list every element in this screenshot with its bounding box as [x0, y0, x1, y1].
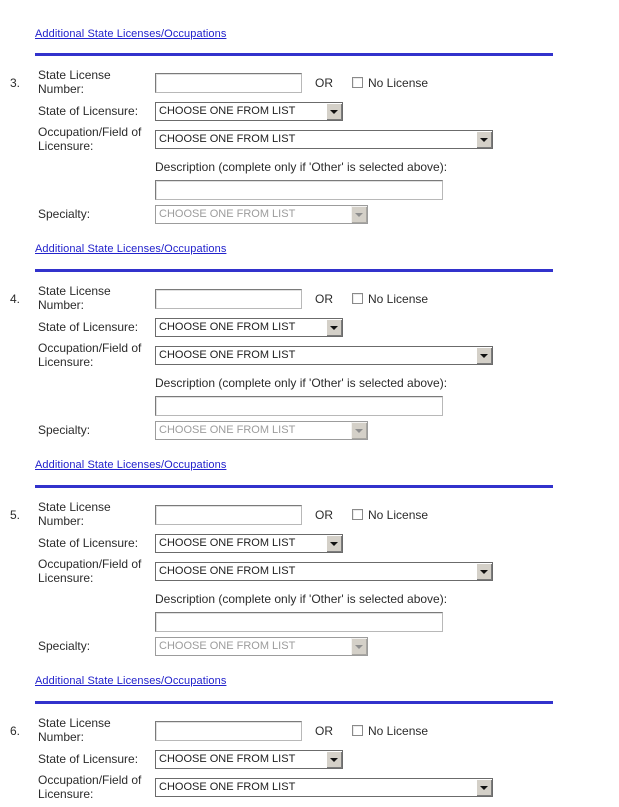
license-section	[0, 717, 619, 801]
dropdown-arrow-button[interactable]	[476, 131, 492, 148]
state-of-licensure-select[interactable]	[155, 102, 343, 121]
specialty-select	[155, 637, 368, 656]
chevron-down-icon	[355, 429, 363, 433]
license-section	[0, 501, 619, 704]
state-license-number-label: State License Number:	[38, 284, 111, 312]
no-license-checkbox[interactable]	[352, 77, 363, 88]
dropdown-arrow-button	[351, 206, 367, 223]
state-license-number-input[interactable]	[155, 721, 302, 741]
occupation-value: CHOOSE ONE FROM LIST	[159, 565, 296, 577]
description-input-row	[155, 396, 619, 416]
dropdown-arrow-button[interactable]	[326, 103, 342, 120]
state-of-licensure-select[interactable]	[155, 750, 343, 769]
additional-licenses-link[interactable]: Additional State Licenses/Occupations	[35, 675, 227, 687]
specialty-label: Specialty:	[38, 206, 91, 221]
specialty-row	[10, 637, 619, 656]
no-license-label: No License	[368, 75, 429, 90]
additional-licenses-link[interactable]: Additional State Licenses/Occupations	[35, 459, 227, 471]
state-of-licensure-value: CHOOSE ONE FROM LIST	[159, 753, 296, 765]
section-divider	[35, 485, 553, 488]
dropdown-arrow-button[interactable]	[476, 779, 492, 796]
occupation-label: Occupation/Field of Licensure:	[38, 341, 142, 369]
state-of-licensure-value: CHOOSE ONE FROM LIST	[159, 321, 296, 333]
no-license-label: No License	[368, 723, 429, 738]
section-link-row	[35, 455, 619, 473]
occupation-select[interactable]	[155, 562, 493, 581]
description-label: Description (complete only if 'Other' is selected above):	[155, 160, 448, 174]
state-of-licensure-row	[10, 534, 619, 553]
chevron-down-icon	[480, 570, 488, 574]
occupation-select[interactable]	[155, 346, 493, 365]
specialty-label: Specialty:	[38, 638, 91, 653]
section-divider	[35, 269, 553, 272]
description-input-row	[155, 180, 619, 200]
dropdown-arrow-button[interactable]	[326, 751, 342, 768]
occupation-row	[10, 126, 619, 153]
dropdown-arrow-button[interactable]	[476, 563, 492, 580]
or-label: OR	[315, 723, 333, 738]
state-of-licensure-label: State of Licensure:	[38, 319, 139, 334]
occupation-value: CHOOSE ONE FROM LIST	[159, 133, 296, 145]
state-license-number-input[interactable]	[155, 505, 302, 525]
chevron-down-icon	[355, 213, 363, 217]
state-license-number-label: State License Number:	[38, 716, 111, 744]
specialty-label: Specialty:	[38, 422, 91, 437]
state-of-licensure-value: CHOOSE ONE FROM LIST	[159, 537, 296, 549]
state-of-licensure-select[interactable]	[155, 534, 343, 553]
state-of-licensure-select[interactable]	[155, 318, 343, 337]
section-divider	[35, 53, 553, 56]
or-label: OR	[315, 75, 333, 90]
dropdown-arrow-button[interactable]	[326, 535, 342, 552]
state-of-licensure-value: CHOOSE ONE FROM LIST	[159, 105, 296, 117]
section-divider	[35, 701, 553, 704]
description-input[interactable]	[155, 612, 443, 632]
occupation-row	[10, 342, 619, 369]
specialty-value: CHOOSE ONE FROM LIST	[159, 640, 296, 652]
section-link-row	[35, 671, 619, 689]
state-license-number-row	[10, 69, 619, 96]
state-of-licensure-label: State of Licensure:	[38, 535, 139, 550]
chevron-down-icon	[355, 645, 363, 649]
additional-licenses-link[interactable]: Additional State Licenses/Occupations	[35, 243, 227, 255]
dropdown-arrow-button[interactable]	[476, 347, 492, 364]
state-of-licensure-label: State of Licensure:	[38, 103, 139, 118]
state-license-number-label: State License Number:	[38, 500, 111, 528]
occupation-value: CHOOSE ONE FROM LIST	[159, 349, 296, 361]
occupation-row	[10, 558, 619, 585]
occupation-select[interactable]	[155, 130, 493, 149]
no-license-checkbox[interactable]	[352, 725, 363, 736]
or-label: OR	[315, 507, 333, 522]
description-input[interactable]	[155, 396, 443, 416]
specialty-row	[10, 205, 619, 224]
dropdown-arrow-button[interactable]	[326, 319, 342, 336]
state-of-licensure-row	[10, 318, 619, 337]
specialty-select	[155, 421, 368, 440]
chevron-down-icon	[480, 354, 488, 358]
section-number: 5.	[10, 507, 21, 522]
section-number: 4.	[10, 291, 21, 306]
no-license-checkbox[interactable]	[352, 293, 363, 304]
specialty-select	[155, 205, 368, 224]
section-number: 3.	[10, 75, 21, 90]
section-number: 6.	[10, 723, 21, 738]
state-license-number-input[interactable]	[155, 73, 302, 93]
chevron-down-icon	[330, 326, 338, 330]
license-section	[0, 285, 619, 488]
description-label: Description (complete only if 'Other' is selected above):	[155, 592, 448, 606]
description-input[interactable]	[155, 180, 443, 200]
dropdown-arrow-button	[351, 638, 367, 655]
description-label: Description (complete only if 'Other' is selected above):	[155, 376, 448, 390]
additional-licenses-link[interactable]: Additional State Licenses/Occupations	[35, 28, 227, 40]
specialty-row	[10, 421, 619, 440]
occupation-label: Occupation/Field of Licensure:	[38, 773, 142, 801]
chevron-down-icon	[480, 786, 488, 790]
chevron-down-icon	[330, 110, 338, 114]
occupation-select[interactable]	[155, 778, 493, 797]
chevron-down-icon	[480, 138, 488, 142]
or-label: OR	[315, 291, 333, 306]
specialty-value: CHOOSE ONE FROM LIST	[159, 208, 296, 220]
occupation-label: Occupation/Field of Licensure:	[38, 557, 142, 585]
license-sections	[0, 69, 619, 801]
description-input-row	[155, 612, 619, 632]
occupation-value: CHOOSE ONE FROM LIST	[159, 781, 296, 793]
specialty-value: CHOOSE ONE FROM LIST	[159, 424, 296, 436]
state-of-licensure-label: State of Licensure:	[38, 751, 139, 766]
chevron-down-icon	[330, 758, 338, 762]
occupation-label: Occupation/Field of Licensure:	[38, 125, 142, 153]
state-license-number-label: State License Number:	[38, 68, 111, 96]
state-license-number-row	[10, 285, 619, 312]
top-link-row	[35, 24, 619, 42]
no-license-label: No License	[368, 291, 429, 306]
no-license-label: No License	[368, 507, 429, 522]
state-license-number-row	[10, 501, 619, 528]
section-link-row	[35, 239, 619, 257]
state-of-licensure-row	[10, 102, 619, 121]
state-license-number-row	[10, 717, 619, 744]
state-of-licensure-row	[10, 750, 619, 769]
state-license-number-input[interactable]	[155, 289, 302, 309]
dropdown-arrow-button	[351, 422, 367, 439]
occupation-row	[10, 774, 619, 801]
no-license-checkbox[interactable]	[352, 509, 363, 520]
license-section	[0, 69, 619, 272]
chevron-down-icon	[330, 542, 338, 546]
